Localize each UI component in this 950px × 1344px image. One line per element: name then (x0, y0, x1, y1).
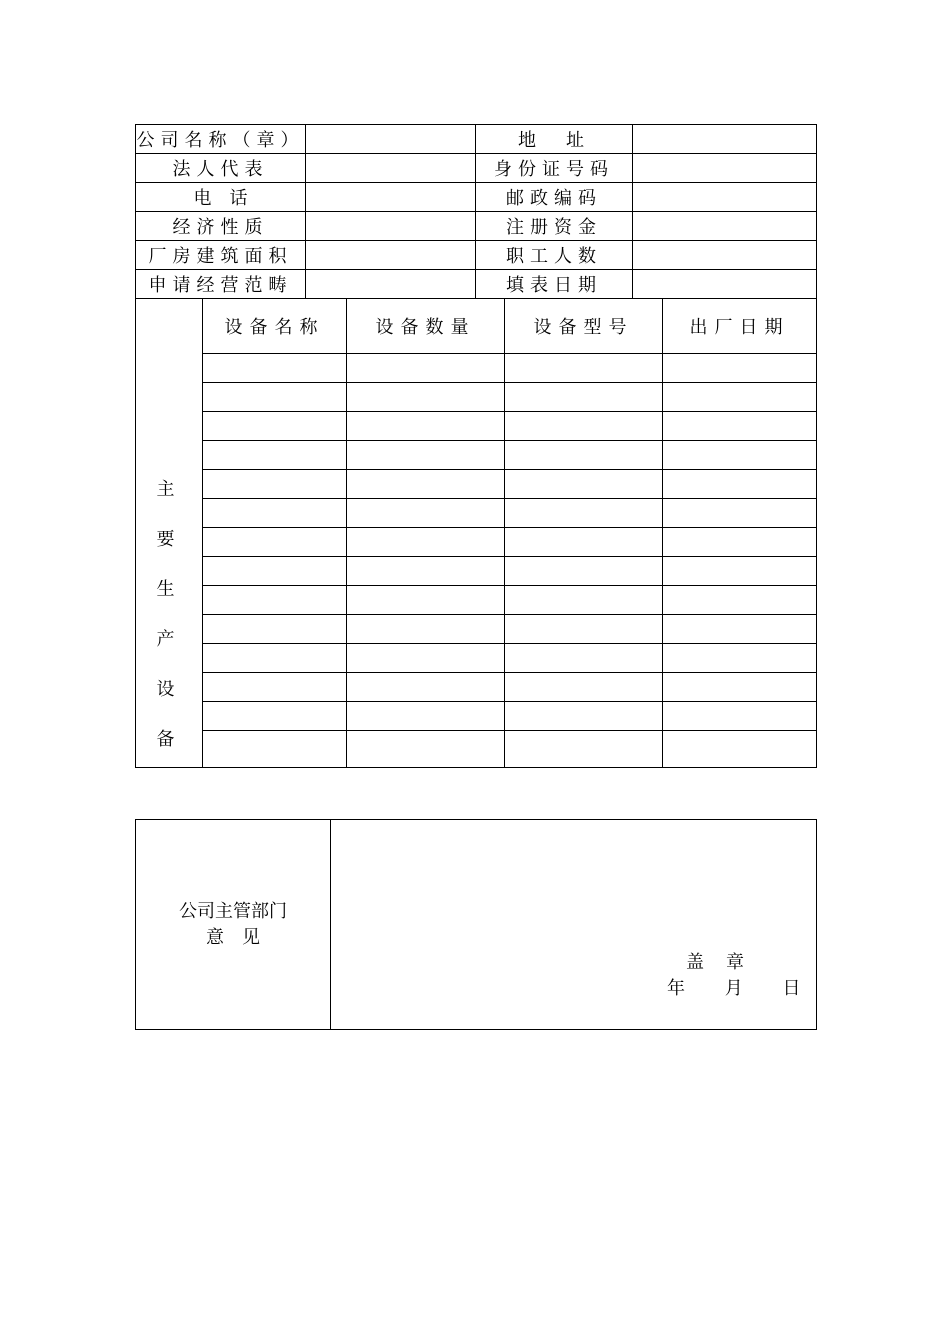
equipment-cell[interactable] (505, 354, 663, 383)
equipment-cell[interactable] (203, 412, 347, 441)
info-value-field[interactable] (306, 270, 476, 299)
info-row (136, 183, 817, 212)
date-day-label: 日 (782, 978, 803, 999)
info-value-field[interactable] (306, 212, 476, 241)
equipment-cell[interactable] (347, 673, 505, 702)
equipment-header-row (136, 299, 817, 354)
info-row (136, 270, 817, 299)
equipment-cell[interactable] (663, 499, 817, 528)
equipment-column-header: 出厂日期 (663, 299, 817, 354)
equipment-cell[interactable] (203, 470, 347, 499)
equipment-cell[interactable] (347, 354, 505, 383)
equipment-cell[interactable] (203, 441, 347, 470)
info-row (136, 154, 817, 183)
equipment-cell[interactable] (505, 615, 663, 644)
info-value-field[interactable] (633, 270, 817, 299)
equipment-row (136, 673, 817, 702)
equipment-cell[interactable] (505, 441, 663, 470)
equipment-row (136, 383, 817, 412)
equipment-row (136, 528, 817, 557)
info-row (136, 125, 817, 154)
equipment-cell[interactable] (347, 644, 505, 673)
department-opinion-table (135, 819, 817, 1030)
section-label-char: 设 (156, 679, 182, 700)
info-label: 邮政编码 (476, 183, 633, 212)
equipment-cell[interactable] (663, 702, 817, 731)
date-month-label: 月 (724, 978, 745, 999)
date-year-label: 年 (667, 978, 687, 999)
equipment-row (136, 586, 817, 615)
equipment-cell[interactable] (203, 644, 347, 673)
equipment-cell[interactable] (347, 412, 505, 441)
equipment-cell[interactable] (505, 702, 663, 731)
info-label: 经济性质 (136, 212, 306, 241)
info-label: 注册资金 (476, 212, 633, 241)
equipment-cell[interactable] (203, 499, 347, 528)
opinion-content-cell[interactable] (331, 820, 817, 1030)
section-label-char: 产 (156, 629, 182, 650)
equipment-row (136, 441, 817, 470)
equipment-cell[interactable] (347, 470, 505, 499)
equipment-cell[interactable] (505, 731, 663, 768)
equipment-cell[interactable] (347, 702, 505, 731)
equipment-column-header: 设备名称 (203, 299, 347, 354)
equipment-cell[interactable] (347, 383, 505, 412)
equipment-cell[interactable] (203, 528, 347, 557)
equipment-cell[interactable] (663, 441, 817, 470)
equipment-cell[interactable] (505, 412, 663, 441)
equipment-row (136, 412, 817, 441)
equipment-row (136, 702, 817, 731)
info-label: 申请经营范畴 (136, 270, 306, 299)
equipment-cell[interactable] (663, 528, 817, 557)
equipment-cell[interactable] (505, 528, 663, 557)
equipment-cell[interactable] (203, 383, 347, 412)
equipment-cell[interactable] (203, 354, 347, 383)
equipment-section-label (136, 299, 203, 768)
equipment-cell[interactable] (505, 586, 663, 615)
info-label: 职工人数 (476, 241, 633, 270)
equipment-cell[interactable] (203, 586, 347, 615)
equipment-cell[interactable] (663, 412, 817, 441)
seal-label: 盖章 (686, 952, 766, 973)
equipment-row (136, 731, 817, 768)
department-label-line1: 公司主管部门 (179, 900, 287, 922)
equipment-cell[interactable] (663, 354, 817, 383)
equipment-cell[interactable] (203, 673, 347, 702)
info-label: 法人代表 (136, 154, 306, 183)
equipment-cell[interactable] (347, 441, 505, 470)
equipment-cell[interactable] (663, 470, 817, 499)
info-label: 地 址 (476, 125, 633, 154)
equipment-cell[interactable] (203, 731, 347, 768)
equipment-cell[interactable] (663, 644, 817, 673)
equipment-cell[interactable] (203, 615, 347, 644)
equipment-row (136, 470, 817, 499)
info-value-field[interactable] (633, 212, 817, 241)
equipment-table (135, 298, 817, 768)
section-label-char: 主 (156, 479, 182, 500)
equipment-cell[interactable] (347, 586, 505, 615)
info-value-field[interactable] (633, 183, 817, 212)
equipment-column-header: 设备数量 (347, 299, 505, 354)
equipment-cell[interactable] (663, 615, 817, 644)
info-label: 公司名称（章） (136, 125, 306, 154)
signature-date-line (667, 974, 817, 1000)
info-row (136, 212, 817, 241)
equipment-cell[interactable] (663, 586, 817, 615)
equipment-cell[interactable] (505, 470, 663, 499)
equipment-column-header: 设备型号 (505, 299, 663, 354)
section-label-char: 要 (156, 529, 182, 550)
equipment-cell[interactable] (663, 557, 817, 586)
equipment-cell[interactable] (347, 499, 505, 528)
info-label: 身份证号码 (476, 154, 633, 183)
info-row (136, 241, 817, 270)
equipment-row (136, 615, 817, 644)
equipment-row (136, 557, 817, 586)
equipment-cell[interactable] (203, 557, 347, 586)
info-value-field[interactable] (306, 125, 476, 154)
info-label: 填表日期 (476, 270, 633, 299)
equipment-cell[interactable] (505, 383, 663, 412)
equipment-cell[interactable] (505, 644, 663, 673)
info-label: 厂房建筑面积 (136, 241, 306, 270)
equipment-cell[interactable] (347, 615, 505, 644)
info-value-field[interactable] (633, 241, 817, 270)
section-label-char: 生 (156, 579, 182, 600)
equipment-row (136, 644, 817, 673)
equipment-row (136, 354, 817, 383)
info-value-field[interactable] (633, 125, 817, 154)
info-value-field[interactable] (306, 183, 476, 212)
company-info-table (135, 124, 817, 299)
equipment-cell[interactable] (505, 673, 663, 702)
department-label-line2: 意 见 (206, 926, 260, 948)
equipment-cell[interactable] (505, 499, 663, 528)
equipment-cell[interactable] (663, 673, 817, 702)
department-opinion-label (136, 820, 331, 1030)
equipment-row (136, 499, 817, 528)
opinion-row (136, 820, 817, 1030)
info-value-field[interactable] (633, 154, 817, 183)
equipment-cell[interactable] (663, 731, 817, 768)
equipment-cell[interactable] (347, 528, 505, 557)
equipment-cell[interactable] (347, 731, 505, 768)
info-label: 电 话 (136, 183, 306, 212)
info-value-field[interactable] (306, 241, 476, 270)
equipment-cell[interactable] (663, 383, 817, 412)
equipment-cell[interactable] (203, 702, 347, 731)
info-value-field[interactable] (306, 154, 476, 183)
equipment-cell[interactable] (505, 557, 663, 586)
section-label-char: 备 (156, 729, 182, 750)
equipment-cell[interactable] (347, 557, 505, 586)
